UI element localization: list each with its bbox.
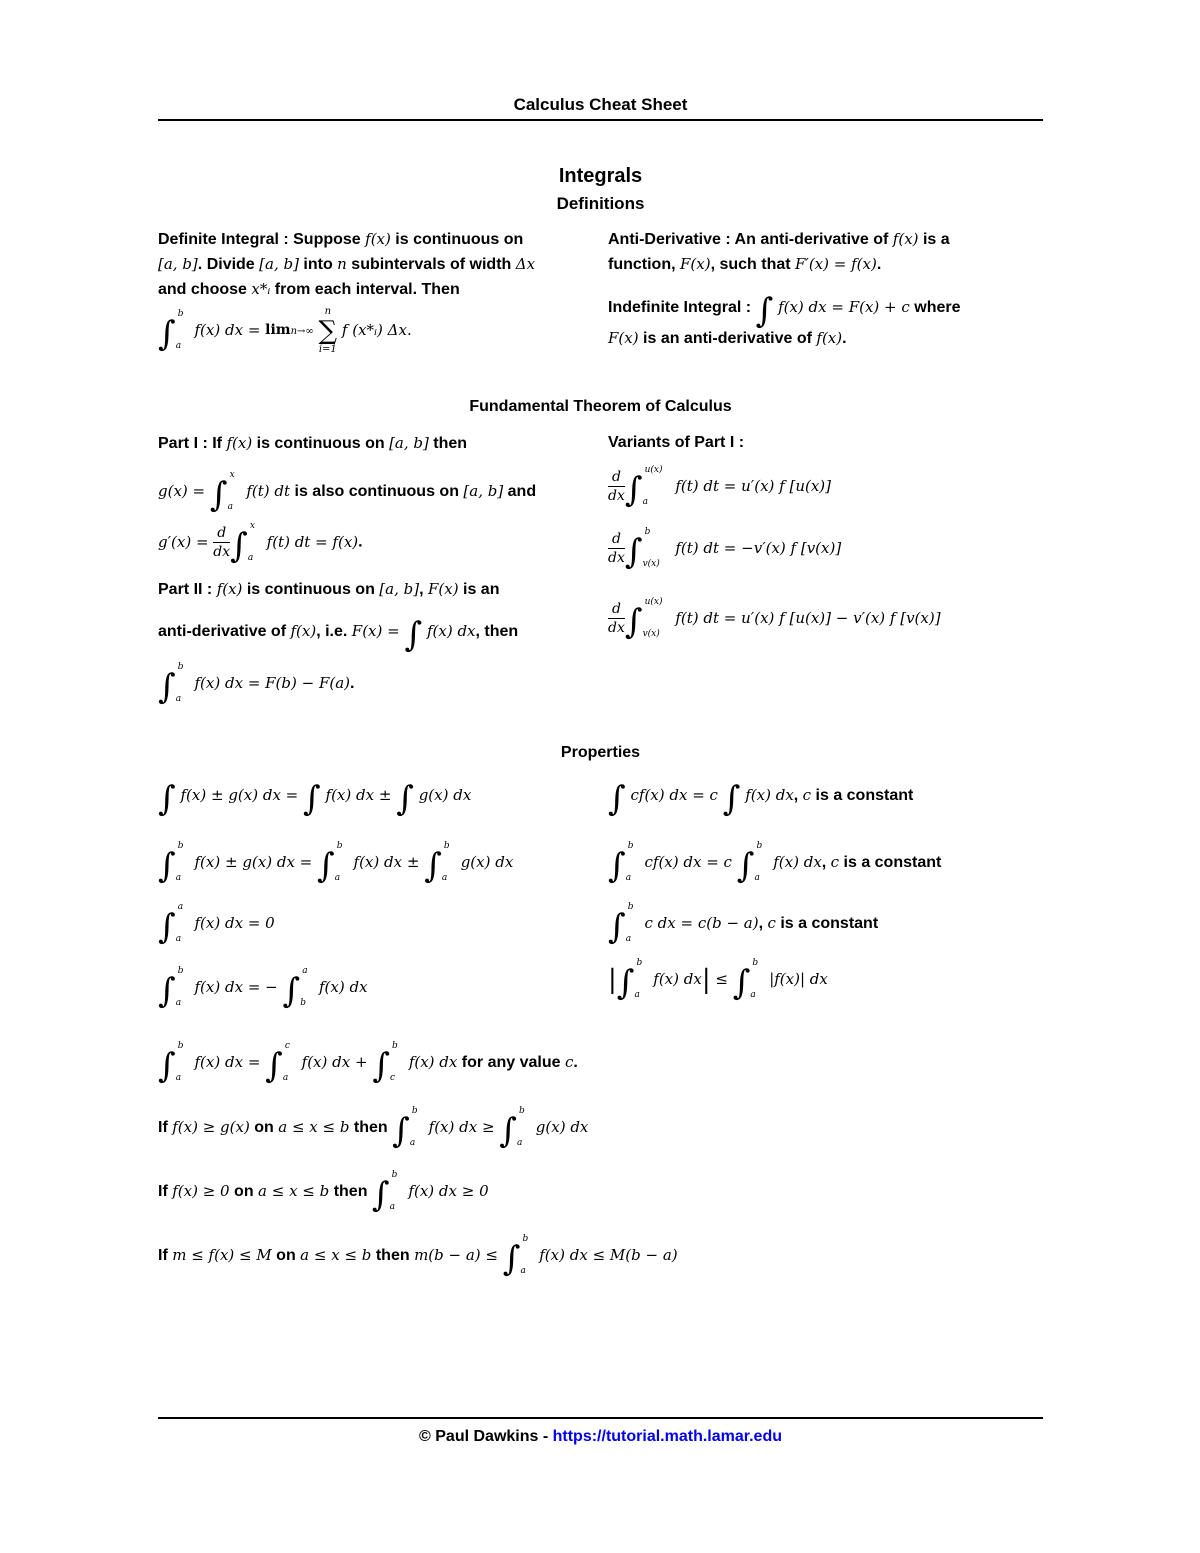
text: If (212, 435, 227, 452)
text: is an anti-derivative of (638, 330, 817, 347)
integral-sign: ∫ (158, 846, 176, 886)
property-zero-width: ∫ a a f(x) dx = 0 (158, 902, 275, 947)
definite-integral-label: Definite Integral : (158, 231, 294, 248)
indefinite-integral-line1 (608, 291, 961, 331)
text: subintervals of width (346, 256, 516, 273)
indefinite-integral-line2 (608, 329, 847, 348)
property-sum-definite: ∫ b a f(x) ± g(x) dx = ∫ b a f(x) dx ± ∫ b a g(x) dx (158, 841, 514, 886)
variants-title: Variants of Part I : (608, 434, 745, 451)
text: is also continuous on (290, 483, 464, 500)
math: x*ᵢ (251, 280, 271, 298)
text: then (428, 435, 468, 452)
footer-rule (158, 1417, 1043, 1419)
limits: a b (300, 966, 308, 1008)
anti-derivative-line1 (608, 230, 950, 249)
integral-sign: ∫ (404, 615, 423, 655)
integral-sign: ∫ (624, 469, 643, 510)
property-comparison-1: If f(x) ≥ g(x) on a ≤ x ≤ b then ∫ b a f(x) dx ≥ ∫ b a g(x) dx (158, 1106, 589, 1151)
properties-title: Properties (560, 744, 641, 761)
text: . (358, 533, 363, 551)
limits: c a (282, 1041, 290, 1083)
text: is a (918, 231, 950, 248)
math: f (x*ᵢ) Δx. (341, 321, 412, 339)
integral-sign: ∫ (158, 667, 176, 707)
math: F(x) (427, 580, 459, 598)
integral-sign: ∫ (158, 971, 176, 1011)
text: into (298, 256, 338, 273)
limits: u(x) a (642, 464, 663, 507)
part2-label: Part II : (158, 581, 217, 598)
limits: b a (441, 841, 450, 883)
integral-sign: ∫ (722, 779, 741, 819)
integral-sign: ∫ (624, 531, 643, 572)
property-constant-definite: ∫ b a cf(x) dx = c ∫ b a f(x) dx, c is a constant (608, 841, 942, 886)
limits: b a (389, 1170, 398, 1212)
variant-2: $\frac{d}{dx}$ ∫ b v(x) f(t) dt = −v′(x) f [v(x)] (608, 526, 842, 572)
integral-sign: ∫ (392, 1111, 410, 1151)
math: F(x) (608, 329, 639, 347)
text: . Divide (197, 256, 260, 273)
property-sum-indefinite: ∫ f(x) ± g(x) dx = ∫ f(x) dx ± ∫ g(x) dx (158, 779, 472, 819)
math: f(x) (290, 622, 317, 640)
integral-sign: ∫ (736, 846, 755, 886)
integral-sign: ∫ (371, 1175, 390, 1215)
math: [a, b] (379, 580, 420, 598)
text: is a constant (839, 854, 942, 871)
text: . (350, 675, 355, 692)
math: f(x) (892, 230, 919, 248)
ftc-part2-line2: anti-derivative of f(x), i.e. F(x) = ∫ f(x) dx, then (158, 615, 519, 655)
section-subtitle: Definitions (556, 194, 645, 213)
part1-label: Part I : (158, 435, 213, 452)
text: where (909, 299, 961, 316)
definite-integral-line1 (158, 230, 523, 249)
limits: b a (625, 841, 634, 883)
text: is a constant (811, 787, 914, 804)
integral-sign: ∫ (158, 907, 176, 947)
integral-sign: ∫ (158, 1046, 176, 1086)
fraction: $\frac{d}{dx}$ (608, 469, 625, 504)
anti-derivative-line2 (608, 255, 881, 274)
limits: b a (517, 1106, 525, 1148)
text: . (573, 1054, 578, 1071)
ftc-g-definition: g(x) = ∫ x a f(t) dt is also continuous on [a, b] and (158, 470, 537, 515)
definite-integral-formula (158, 305, 412, 357)
text: is continuous on (252, 435, 390, 452)
text: Suppose (293, 231, 366, 248)
math: [a, b] (259, 255, 299, 273)
math: F(x) (679, 255, 711, 273)
text: is an (458, 581, 500, 598)
indefinite-integral-label: Indefinite Integral : (608, 299, 756, 316)
fraction: $\frac{d}{dx}$ (213, 525, 231, 560)
limits: b a (334, 841, 343, 883)
property-split-interval: ∫ b a f(x) dx = ∫ c a f(x) dx + ∫ b c f(x) dx for any value c. (158, 1041, 578, 1086)
section-title: Integrals (558, 165, 643, 187)
limit: limn→∞ (265, 322, 314, 338)
math: [a, b] (463, 482, 504, 500)
integral-sign: ∫ (502, 1239, 521, 1279)
page-footer (158, 1428, 1043, 1446)
text: is continuous on (390, 231, 524, 248)
ftc-title: Fundamental Theorem of Calculus (469, 398, 732, 415)
text: and choose (158, 281, 252, 298)
ftc-part2-line1: Part II : f(x) is continuous on [a, b], F(x) is an (158, 580, 500, 598)
anti-derivative-label: Anti-Derivative : (608, 231, 735, 248)
variant-1: $\frac{d}{dx}$ ∫ u(x) a f(t) dt = u′(x) f [u(x)] (608, 464, 831, 510)
integral-sign: ∫ (265, 1046, 283, 1086)
integral-sign: ∫ (424, 846, 442, 886)
text: . (842, 330, 847, 347)
integral-sign: ∫ (396, 779, 414, 819)
footer-copyright: © Paul Dawkins - (419, 1428, 553, 1445)
integral-sign: ∫ (209, 475, 228, 515)
math: f(x) dx = (194, 321, 266, 339)
text: is continuous on (242, 581, 380, 598)
integral-sign: ∫ (499, 1111, 518, 1151)
limits: a a (175, 902, 184, 944)
math: f(x) (816, 329, 843, 347)
limits: b a (175, 309, 184, 351)
header-rule (158, 119, 1043, 121)
property-comparison-3: If m ≤ f(x) ≤ M on a ≤ x ≤ b then m(b − a) ≤ ∫ b a f(x) dx ≤ M(b − a) (158, 1234, 678, 1279)
limits: b a (634, 958, 643, 1000)
limits: b a (175, 1041, 184, 1083)
math: f(x) (226, 434, 253, 452)
text: anti-derivative of (158, 623, 291, 640)
integral-sign: ∫ (624, 601, 643, 642)
math: [a, b] (158, 255, 198, 273)
property-constant-integral: ∫ b a c dx = c(b − a), c is a constant (608, 902, 879, 947)
limits: b a (175, 662, 184, 704)
text: from each interval. Then (270, 281, 460, 298)
math: F′(x) = f(x) (795, 255, 877, 273)
math: f(x) dx = F(x) + c (778, 298, 910, 316)
integral-sign: ∫ (317, 846, 335, 886)
integral-sign: ∫ (158, 314, 176, 354)
fraction: $\frac{d}{dx}$ (608, 531, 625, 566)
property-comparison-2: If f(x) ≥ 0 on a ≤ x ≤ b then ∫ b a f(x) dx ≥ 0 (158, 1170, 489, 1215)
text: . (876, 256, 882, 273)
integral-sign: ∫ (372, 1046, 391, 1086)
text: is a constant (775, 915, 879, 932)
math: Δx (515, 255, 536, 273)
text: function, (608, 256, 680, 273)
integral-sign: ∫ (755, 291, 774, 331)
math: [a, b] (389, 434, 429, 452)
ftc-part1-line (158, 434, 467, 453)
limits: b c (390, 1041, 398, 1083)
text: , then (475, 623, 519, 640)
footer-link[interactable]: https://tutorial.math.lamar.edu (552, 1428, 782, 1445)
limits: b a (754, 841, 763, 883)
limits: x a (227, 470, 235, 512)
property-reverse-limits: ∫ b a f(x) dx = − ∫ a b f(x) dx (158, 966, 368, 1011)
definite-integral-line2 (158, 255, 535, 274)
definite-integral-line3 (158, 280, 460, 299)
math: c (564, 1053, 574, 1071)
integral-sign: ∫ (282, 971, 301, 1011)
fraction: $\frac{d}{dx}$ (608, 601, 625, 636)
integral-sign: ∫ (732, 963, 751, 1003)
limits: x a (247, 520, 255, 563)
math: n (337, 255, 347, 273)
property-absolute-value: |∫ b a f(x) dx| ≤ ∫ b a |f(x)| dx (608, 958, 828, 1003)
summation: n ∑ i=1 (318, 306, 338, 355)
text: , i.e. (316, 623, 352, 640)
ftc-gprime: g′(x) = $\frac{d}{dx}$ ∫ x a f(t) dt = f(x). (158, 520, 363, 566)
text: and (503, 483, 537, 500)
property-constant-indefinite: ∫ cf(x) dx = c ∫ f(x) dx, c is a constant (608, 779, 914, 819)
limits: u(x) v(x) (642, 596, 663, 639)
limits: b a (625, 902, 634, 944)
integral-sign: ∫ (608, 779, 626, 819)
integral-sign: ∫ (616, 963, 635, 1003)
text: for any value (457, 1054, 565, 1071)
text: An anti-derivative of (734, 231, 893, 248)
limits: b a (750, 958, 759, 1000)
integral-sign: ∫ (303, 779, 321, 819)
math: f(x) (365, 230, 391, 248)
limits: b v(x) (642, 526, 660, 569)
limits: b a (175, 841, 184, 883)
text: , such that (710, 256, 796, 273)
variant-3: $\frac{d}{dx}$ ∫ u(x) v(x) f(t) dt = u′(x) f [u(x)] − v′(x) f [v(x)] (608, 596, 941, 642)
limits: b a (409, 1106, 418, 1148)
ftc-part2-result: ∫ b a f(x) dx = F(b) − F(a). (158, 662, 355, 707)
math: f(x) (216, 580, 243, 598)
page-header: Calculus Cheat Sheet (513, 95, 688, 114)
integral-sign: ∫ (158, 779, 176, 819)
integral-sign: ∫ (608, 846, 626, 886)
integral-sign: ∫ (230, 525, 248, 566)
limits: b a (175, 966, 184, 1008)
integral-sign: ∫ (608, 907, 626, 947)
limits: b a (520, 1234, 529, 1276)
